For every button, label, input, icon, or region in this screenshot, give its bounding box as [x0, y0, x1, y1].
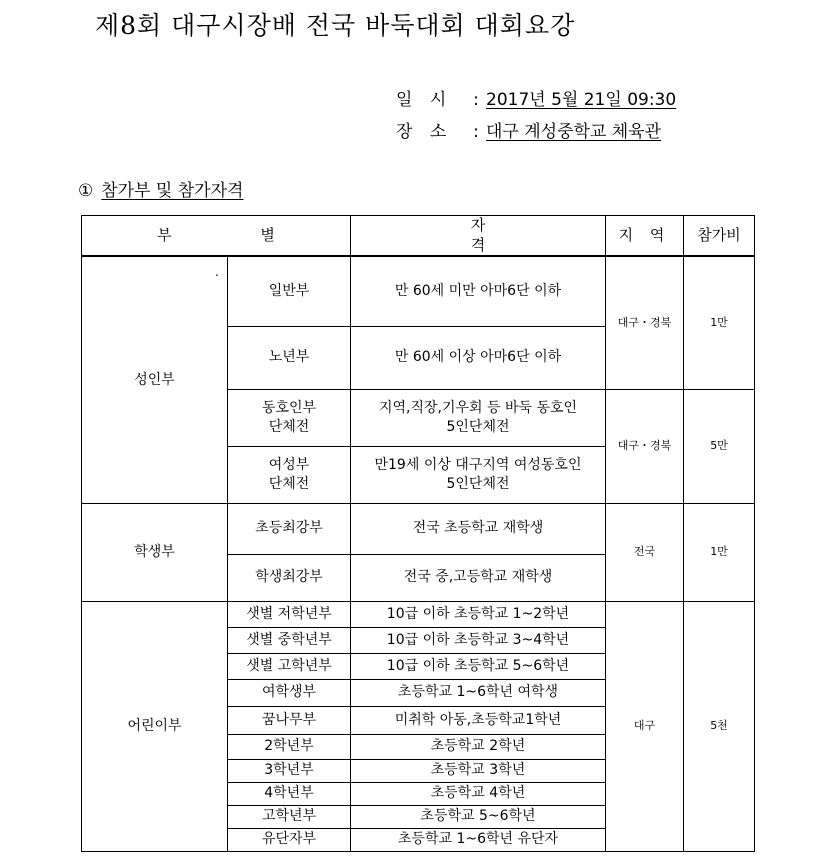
- row-name: 유단자부: [228, 828, 351, 851]
- table-row: [82, 503, 755, 554]
- row-qual: 초등학교 2학년: [351, 734, 606, 759]
- row-qual: 초등학교 5~6학년: [351, 805, 606, 828]
- row-name: 고학년부: [228, 805, 351, 828]
- row-name: 꿈나무부: [228, 706, 351, 734]
- header-region: 지 역: [606, 216, 684, 257]
- row-name: 3학년부: [228, 759, 351, 782]
- region-cell: 대구・경북: [606, 256, 684, 389]
- fee-cell: 1만: [684, 256, 755, 389]
- row-name: 샛별 중학년부: [228, 627, 351, 653]
- participation-table: [81, 215, 755, 852]
- header-fee: 참가비: [684, 216, 755, 257]
- fee-cell: 5만: [684, 389, 755, 503]
- row-qual: 초등학교 1~6학년 여학생: [351, 679, 606, 706]
- row-qual: 만 60세 이상 아마6단 이하: [351, 326, 606, 389]
- header-qualification: 자 격: [351, 216, 606, 257]
- row-name: 샛별 저학년부: [228, 601, 351, 627]
- place-label: 장 소: [396, 122, 453, 142]
- table-row: [82, 256, 755, 326]
- section-title: 참가부 및 참가자격: [101, 181, 244, 201]
- page-title: 제8회 대구시장배 전국 바둑대회 대회요강: [95, 11, 576, 40]
- row-qual: 10급 이하 초등학교 1~2학년: [351, 601, 606, 627]
- row-name: 여학생부: [228, 679, 351, 706]
- row-name: 샛별 고학년부: [228, 653, 351, 679]
- region-cell: 대구・경북: [606, 389, 684, 503]
- group-child: 어린이부: [82, 601, 228, 851]
- place-colon: :: [473, 122, 479, 142]
- row-qual: 10급 이하 초등학교 5~6학년: [351, 653, 606, 679]
- row-qual: 만 60세 미만 아마6단 이하: [351, 256, 606, 326]
- date-line: [396, 85, 676, 110]
- row-qual: 초등학교 1~6학년 유단자: [351, 828, 606, 851]
- section-heading: [78, 176, 243, 201]
- row-qual: 전국 중,고등학교 재학생: [351, 554, 606, 601]
- date-value: 2017년 5월 21일 09:30: [486, 90, 677, 110]
- row-qual: 지역,직장,기우회 등 바둑 동호인 5인단체전: [351, 389, 606, 446]
- region-cell: 전국: [606, 503, 684, 601]
- row-name: 초등최강부: [228, 503, 351, 554]
- table-row: [82, 601, 755, 627]
- group-student: 학생부: [82, 503, 228, 601]
- row-name: 2학년부: [228, 734, 351, 759]
- region-cell: 대구: [606, 601, 684, 851]
- row-qual: 전국 초등학교 재학생: [351, 503, 606, 554]
- fee-cell: 5천: [684, 601, 755, 851]
- row-qual: 만19세 이상 대구지역 여성동호인 5인단체전: [351, 446, 606, 503]
- row-name: 4학년부: [228, 782, 351, 805]
- row-name: 학생최강부: [228, 554, 351, 601]
- row-name: 일반부: [228, 256, 351, 326]
- row-name: 동호인부 단체전: [228, 389, 351, 446]
- row-name: 노년부: [228, 326, 351, 389]
- group-adult: 성인부 .: [82, 256, 228, 503]
- fee-cell: 1만: [684, 503, 755, 601]
- row-qual: 초등학교 4학년: [351, 782, 606, 805]
- date-label: 일 시: [396, 90, 453, 110]
- header-division: 부 별: [82, 216, 351, 257]
- date-colon: :: [473, 90, 479, 110]
- place-line: [396, 117, 661, 142]
- stray-dot: .: [215, 265, 219, 279]
- row-qual: 초등학교 3학년: [351, 759, 606, 782]
- row-name: 여성부 단체전: [228, 446, 351, 503]
- row-qual: 10급 이하 초등학교 3~4학년: [351, 627, 606, 653]
- section-number: ①: [78, 181, 94, 201]
- place-value: 대구 계성중학교 체육관: [486, 122, 662, 142]
- table-header-row: [82, 216, 755, 257]
- row-qual: 미취학 아동,초등학교1학년: [351, 706, 606, 734]
